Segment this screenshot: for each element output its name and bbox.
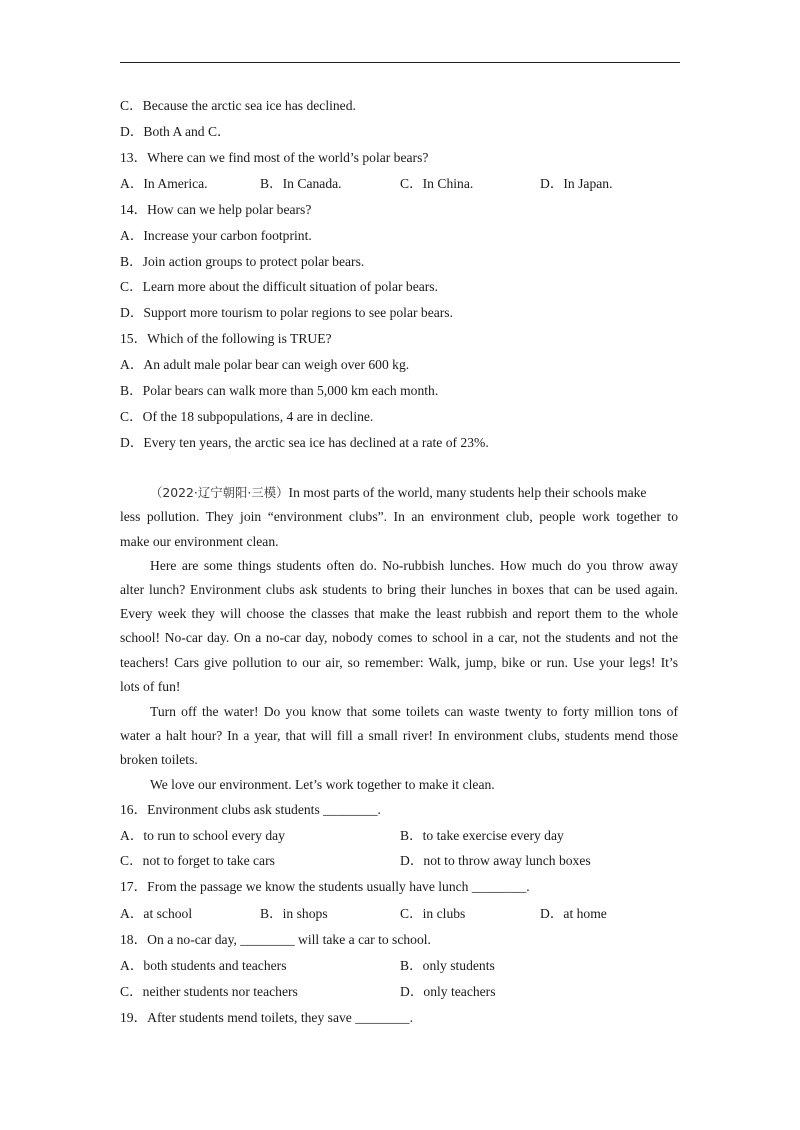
q14-option-c: C．Learn more about the difficult situation of polar bears. bbox=[120, 279, 438, 294]
q17-option-c: C．in clubs bbox=[400, 906, 466, 921]
question-16: 16．Environment clubs ask students ________. bbox=[120, 802, 381, 817]
passage-line: make our environment clean. bbox=[120, 534, 279, 549]
q15-option-b: B．Polar bears can walk more than 5,000 km each month. bbox=[120, 383, 439, 398]
passage-intro-line bbox=[150, 484, 646, 502]
passage-line: school! No-car day. On a no-car day, nobody comes to school in a car, not the students and not the bbox=[120, 630, 678, 645]
passage-line: less pollution. They join “environment clubs”. In an environment club, people work together to bbox=[120, 509, 678, 524]
passage-line: teachers! Cars give pollution to our air, so remember: Walk, jump, bike or run. Use your legs! It’s bbox=[120, 655, 678, 670]
passage-line: Turn off the water! Do you know that some toilets can waste twenty to forty million tons of bbox=[150, 704, 678, 719]
question-17: 17．From the passage we know the students usually have lunch ________. bbox=[120, 879, 530, 894]
q18-option-b: B．only students bbox=[400, 958, 495, 973]
q18-option-a: A．both students and teachers bbox=[120, 958, 287, 973]
passage-line: Here are some things students often do. No-rubbish lunches. How much do you throw away bbox=[150, 558, 678, 573]
question-19: 19．After students mend toilets, they save ________. bbox=[120, 1010, 413, 1025]
q12-option-d: D．Both A and C． bbox=[120, 124, 231, 139]
q12-option-c: C．Because the arctic sea ice has declined. bbox=[120, 98, 356, 113]
q17-option-d: D．at home bbox=[540, 906, 607, 921]
passage-line: broken toilets. bbox=[120, 752, 198, 767]
q16-option-b: B．to take exercise every day bbox=[400, 828, 564, 843]
q15-option-d: D．Every ten years, the arctic sea ice has declined at a rate of 23%. bbox=[120, 435, 489, 450]
q14-option-d: D．Support more tourism to polar regions to see polar bears. bbox=[120, 305, 453, 320]
source-tag: （2022·辽宁朝阳·三模） bbox=[150, 485, 289, 500]
question-15: 15．Which of the following is TRUE? bbox=[120, 331, 332, 346]
q15-option-a: A．An adult male polar bear can weigh over 600 kg. bbox=[120, 357, 410, 372]
q17-option-a: A．at school bbox=[120, 906, 193, 921]
passage-line: water a halt hour? In a year, that will fill a small river! In environment clubs, students mend those bbox=[120, 728, 678, 743]
q13-option-b: B．In Canada. bbox=[260, 176, 342, 191]
passage-line: Every week they will choose the classes that make the least rubbish and report them to the whole bbox=[120, 606, 678, 621]
passage-line: We love our environment. Let’s work together to make it clean. bbox=[150, 777, 495, 792]
q15-option-c: C．Of the 18 subpopulations, 4 are in decline. bbox=[120, 409, 374, 424]
q13-option-d: D．In Japan. bbox=[540, 176, 613, 191]
q16-option-a: A．to run to school every day bbox=[120, 828, 285, 843]
passage-intro-text: In most parts of the world, many students help their schools make bbox=[288, 485, 647, 500]
q18-option-c: C．neither students nor teachers bbox=[120, 984, 298, 999]
q16-option-c: C．not to forget to take cars bbox=[120, 853, 275, 868]
question-13: 13．Where can we find most of the world’s polar bears? bbox=[120, 150, 429, 165]
header-rule bbox=[120, 62, 680, 63]
q14-option-a: A．Increase your carbon footprint. bbox=[120, 228, 312, 243]
q16-option-d: D．not to throw away lunch boxes bbox=[400, 853, 591, 868]
q18-option-d: D．only teachers bbox=[400, 984, 496, 999]
question-18: 18．On a no-car day, ________ will take a car to school. bbox=[120, 932, 431, 947]
passage-line: lots of fun! bbox=[120, 679, 181, 694]
q13-option-c: C．In China. bbox=[400, 176, 474, 191]
q17-option-b: B．in shops bbox=[260, 906, 328, 921]
q13-option-a: A．In America. bbox=[120, 176, 208, 191]
question-14: 14．How can we help polar bears? bbox=[120, 202, 312, 217]
passage-line: alter lunch? Environment clubs ask students to bring their lunches in boxes that can be used again. bbox=[120, 582, 678, 597]
q14-option-b: B．Join action groups to protect polar bears. bbox=[120, 254, 365, 269]
